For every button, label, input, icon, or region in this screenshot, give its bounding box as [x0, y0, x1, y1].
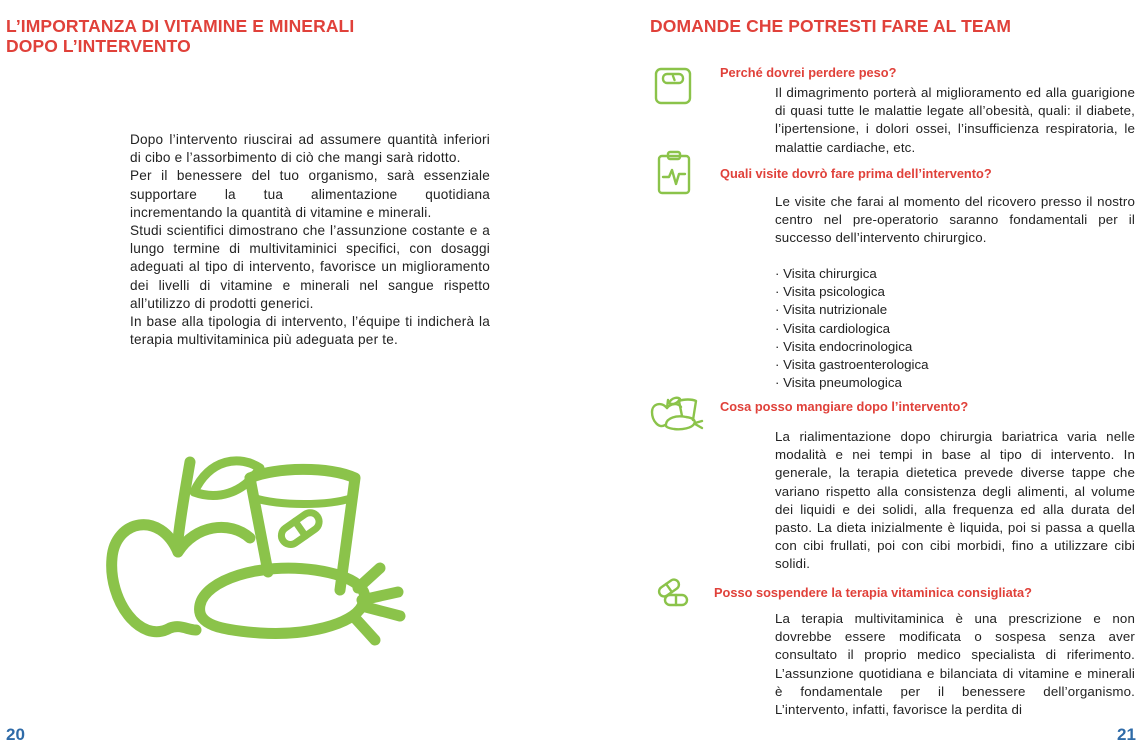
answer-2: Le visite che farai al momento del ricovero presso il nostro centro nel pre-operatorio saranno fondamentali per il successo dell’intervento chirurgico. — [775, 194, 1135, 246]
list-item: · Visita pneumologica — [775, 375, 902, 391]
question-1: Perché dovrei perdere peso? — [720, 65, 897, 80]
page-number-left: 20 — [6, 725, 25, 744]
bathroom-scale-icon — [652, 66, 694, 106]
question-2: Quali visite dovrò fare prima dell’intervento? — [720, 166, 992, 181]
list-item: · Visita endocrinologica — [775, 338, 913, 354]
answer-1: Il dimagrimento porterà al miglioramento ed alla guarigione di quasi tutte le malattie legate all’obesità, quali: il diabete, l’ipertensione, i dolori ossei, l’insufficienza respiratoria, le malattie cardiache, etc. — [775, 85, 1135, 155]
question-4: Posso sospendere la terapia vitaminica consigliata? — [714, 585, 1032, 600]
fruit-vegetable-vitamin-illustration-icon — [100, 440, 410, 660]
left-body-text — [130, 131, 490, 349]
answer-4: La terapia multivitaminica è una prescrizione e non dovrebbe essere modificata o sospesa senza aver consultato il proprio medico specialista di riferimento. L’assunzione quotidiana e bilanciata di vitamine e minerali è fondamentale per il benessere dell’organismo. L’intervento, infatti, favorisce la perdita di — [775, 611, 1135, 718]
apple-glass-carrot-icon — [650, 396, 704, 432]
left-paragraph-4: In base alla tipologia di intervento, l’équipe ti indicherà la terapia multivitaminica più adeguata per te. — [130, 314, 490, 348]
page-number-right: 21 — [1117, 725, 1136, 744]
left-paragraph-1: Dopo l’intervento riuscirai ad assumere quantità inferiori di cibo e l’assorbimento di ciò che mangi sarà ridotto. — [130, 132, 490, 166]
visits-list — [775, 265, 929, 392]
left-title-line-2: DOPO L’INTERVENTO — [6, 36, 191, 56]
list-item: · Visita gastroenterologica — [775, 357, 929, 373]
answer-3: La rialimentazione dopo chirurgia bariatrica varia nelle modalità e nei tempi in base al tipo di intervento. In generale, la terapia dietetica prevede diverse tappe che variano rispetto alla consistenza degli alimenti, al volume dei liquidi e dei solidi, alla frequenza ed alla durata del pasto. La dieta inizialmente è liquida, poi si passa a quella con cibi frullati, poi con cibi morbidi, fino a utilizzare cibi solidi. — [775, 429, 1135, 572]
left-paragraph-2: Per il benessere del tuo organismo, sarà essenziale supportare la tua alimentazione quotidiana incrementando la quantità di vitamine e minerali. — [130, 168, 490, 220]
right-page-title: DOMANDE CHE POTRESTI FARE AL TEAM — [650, 16, 1012, 36]
left-paragraph-3: Studi scientifici dimostrano che l’assunzione costante e a lungo termine di multivitaminici specifici, con dosaggi adeguati al tipo di intervento, favorisce un miglioramento dei livelli di vitamine e minerali nel sangue rispetto all’utilizzo di prodotti generici. — [130, 223, 490, 311]
left-page-title — [6, 16, 354, 56]
left-title-line-1: L’IMPORTANZA DI VITAMINE E MINERALI — [6, 16, 355, 36]
list-item: · Visita chirurgica — [775, 266, 877, 281]
list-item: · Visita cardiologica — [775, 320, 891, 336]
list-item: · Visita nutrizionale — [775, 302, 888, 318]
question-3: Cosa posso mangiare dopo l’intervento? — [720, 399, 969, 414]
list-item: · Visita psicologica — [775, 284, 885, 300]
capsule-pills-icon — [655, 578, 691, 608]
clipboard-heartbeat-icon — [655, 150, 693, 196]
